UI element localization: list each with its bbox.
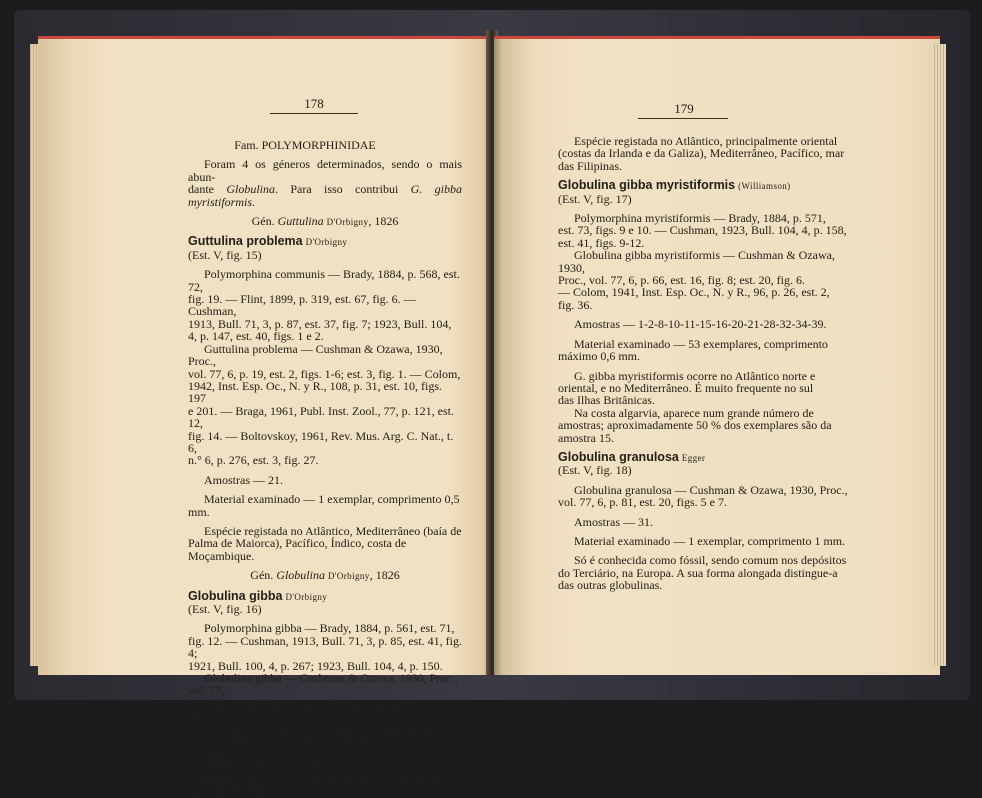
right-page <box>494 36 940 675</box>
species-ref: (Est. V, fig. 17) <box>558 191 632 206</box>
species-heading-guttulina-problema: Guttulina problema D'Orbigny <box>188 234 348 249</box>
species-ref: (Est. V, fig. 15) <box>188 247 262 262</box>
notes-paragraph: Só é conhecida como fóssil, sendo comum nos depósitos do Terciário, na Europa. A sua forma alongada distingue-a das outras globulinas. <box>558 553 847 593</box>
page-edges-right <box>932 44 946 666</box>
material-line: Material examinado — 9 exemplares, comprimento máximo 0,6 mm. <box>188 771 452 798</box>
amostras-line: Amostras — 31. <box>574 514 653 529</box>
species-heading-globulina-gibba: Globulina gibba D'Orbigny <box>188 588 328 603</box>
synonymy-list: Polymorphina gibba — Brady, 1884, p. 561, est. 71, fig. 12. — Cushman, 1913, Bull. 71, 3, p. 85, est. 41, fig. 4; 1921, Bull. 100, 4, p. 267; 1923, Bull. 104, 4, p. 150. Globulina gibba — Cushman & Ozawa, 1930, Proc., vol. 77, 6, p. 60, est. 16, figs. 1-4. — Colom, 1941, Inst. Esp. Oc., N. y R., 96, p. 26, est. 2, figs. 34 e 35; 1942, Inst. Esp. Oc., N. y R., 108, p. 32, est. 10, fig. 209. <box>188 621 462 748</box>
material-line: Material examinado — 1 exemplar, comprimento 0,5 mm. <box>188 492 460 519</box>
page-number: 179 <box>674 101 694 116</box>
left-page <box>38 36 490 798</box>
amostras-line: Amostras — 21. <box>204 472 283 487</box>
intro-paragraph: Espécie registada no Atlântico, principalmente oriental (costas da Irlanda e da Galiza), Mediterrâneo, Pacífico, mar das Filipinas. <box>558 134 845 173</box>
synonymy-list: Polymorphina myristiformis — Brady, 1884, p. 571, est. 73, figs. 9 e 10. — Cushman, 1923, Bull. 104, 4, p. 158, est. 41, figs. 9-12. Globulina gibba myristiformis — Cushman & Ozawa, 1930, Proc., vol. 77, 6, p. 66, est. 16, fig. 8; est. 20, fig. 6. — Colom, 1941, Inst. Esp. Oc., N. y R., 96, p. 26, est. 2, fig. 36. <box>558 211 847 312</box>
species-ref: (Est. V, fig. 18) <box>558 463 632 478</box>
page-number: 178 <box>304 96 324 111</box>
synonymy-list: Globulina granulosa — Cushman & Ozawa, 1930, Proc., vol. 77, 6, p. 81, est. 20, figs. 5 e 7. <box>558 482 848 510</box>
material-line: Material examinado — 53 exemplares, comprimento máximo 0,6 mm. <box>558 336 828 364</box>
synonymy-list: Polymorphina communis — Brady, 1884, p. 568, est. 72, fig. 19. — Flint, 1899, p. 319, est. 67, fig. 6. — Cushman, 1913, Bull. 71, 3, p. 87, est. 37, fig. 7; 1923, Bull. 104, 4, p. 147, est. 40, figs. 1 e 2. Guttulina problema — Cushman & Ozawa, 1930, Proc., vol. 77, 6, p. 19, est. 2, figs. 1-6; est. 3, fig. 1. — Colom, 1942, Inst. Esp. Oc., N. y R., 108, p. 31, est. 10, figs. 197 e 201. — Braga, 1961, Publ. Inst. Zool., 77, p. 121, est. 12, fig. 14. — Boltovskoy, 1961, Rev. Mus. Arg. C. Nat., t. 6, n.° 6, p. 276, est. 3, fig. 27. <box>188 267 461 468</box>
left-page-text <box>188 139 462 798</box>
genus-heading-globulina: Gén. Globulina D'Orbigny, 1826 <box>250 568 400 583</box>
distribution-paragraph: Espécie registada no Atlântico, Mediterrâneo (baía de Palma de Maiorca), Pacífico, Índico, costa de Moçambique. <box>188 523 462 563</box>
genus-heading-guttulina: Gén. Guttulina D'Orbigny, 1826 <box>251 214 399 229</box>
species-heading-globulina-gibba-myristiformis: Globulina gibba myristiformis (Williamson) <box>558 178 791 193</box>
page-number-rule <box>270 113 358 114</box>
amostras-line: Amostras — 1-2-8-10-11-15-16-20-21-28-32-34-39. <box>574 317 827 332</box>
intro-paragraph: Foram 4 os géneros determinados, sendo o mais abun- dante Globulina. Para isso contribui G. gibba myristiformis. <box>188 157 462 209</box>
family-heading: Fam. POLYMORPHINIDAE <box>234 138 376 152</box>
right-page-text <box>558 135 858 592</box>
page-number-rule <box>638 118 728 119</box>
material-line: Material examinado — 1 exemplar, comprimento 1 mm. <box>574 533 846 548</box>
species-heading-globulina-granulosa: Globulina granulosa Egger <box>558 449 706 464</box>
species-ref: (Est. V, fig. 16) <box>188 602 262 616</box>
amostras-line: Amostras — 7-10-15-21-30-39. <box>204 752 357 767</box>
notes-paragraph: G. gibba myristiformis ocorre no Atlântico norte e oriental, e no Mediterrâneo. É muito frequente no sul das Ilhas Britânicas. Na costa algarvia, aparece num grande número de amostras; aproximadamente 50 % dos exemplares são da amostra 15. <box>558 368 832 445</box>
